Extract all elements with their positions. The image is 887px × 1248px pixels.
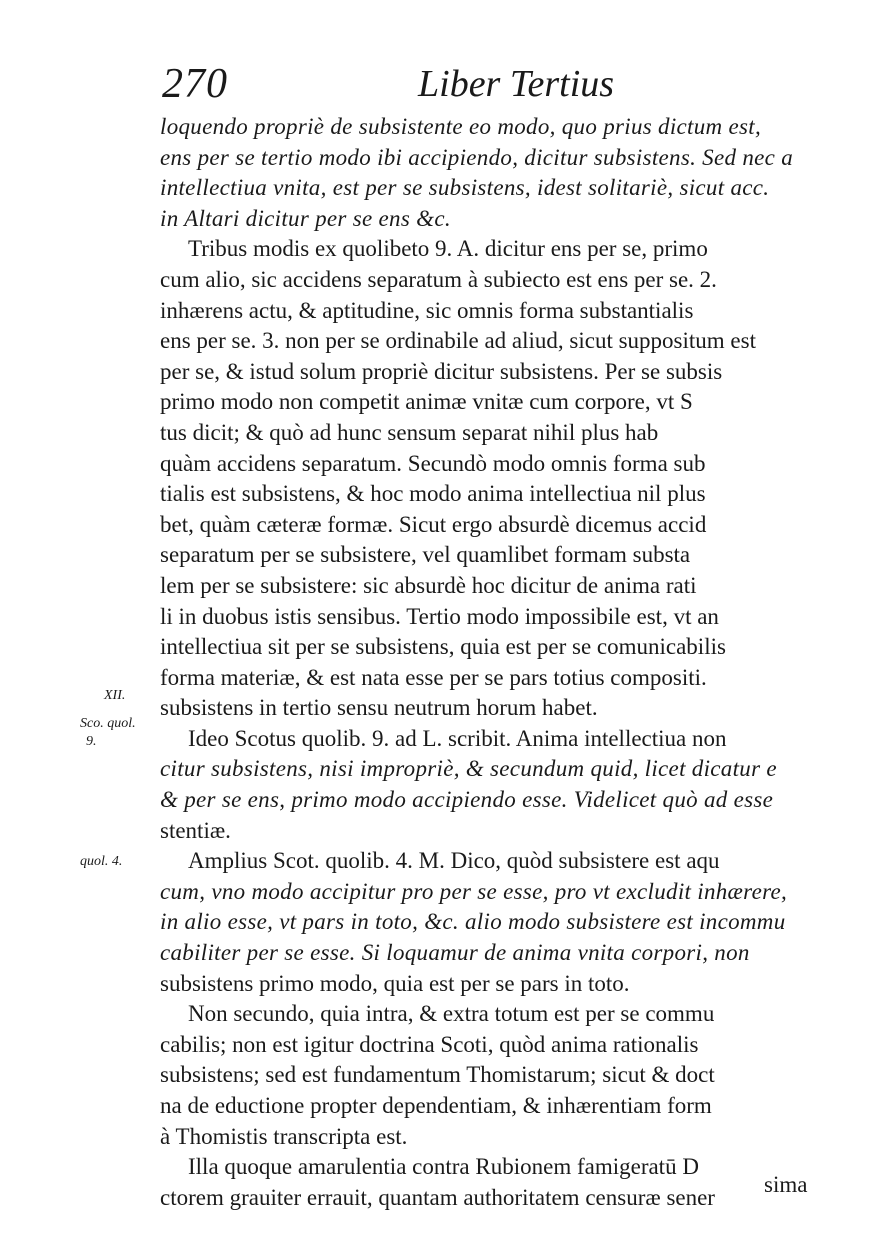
text-line: à Thomistis transcripta est. bbox=[160, 1123, 408, 1149]
text-line: inhærens actu, & aptitudine, sic omnis forma substantialis bbox=[160, 297, 694, 323]
text-line: Illa quoque amarulentia contra Rubionem famigeratū D bbox=[188, 1154, 699, 1180]
text-line: per se, & istud solum propriè dicitur subsistens. Per se subsis bbox=[160, 358, 723, 384]
text-line: stentiæ. bbox=[160, 817, 231, 843]
text-line: in Altari dicitur per se ens &c. bbox=[160, 205, 451, 231]
text-line: Amplius Scot. quolib. 4. M. Dico, quòd subsistere est aqu bbox=[188, 848, 720, 874]
text-line: subsistens primo modo, quia est per se pars in toto. bbox=[160, 970, 630, 996]
margin-note-reference-number: 9. bbox=[86, 734, 97, 749]
text-line: in alio esse, vt pars in toto, &c. alio modo subsistere est incommu bbox=[160, 909, 786, 935]
text-line: primo modo non competit animæ vnitæ cum corpore, vt S bbox=[160, 389, 693, 415]
text-line: & per se ens, primo modo accipiendo esse. Videlicet quò ad esse bbox=[160, 787, 774, 813]
text-line: ens per se tertio modo ibi accipiendo, dicitur subsistens. Sed nec a bbox=[160, 144, 793, 170]
text-line: bet, quàm cæteræ formæ. Sicut ergo absurdè dicemus accid bbox=[160, 511, 707, 537]
text-line: cum, vno modo accipitur pro per se esse, pro vt excludit inhærere, bbox=[160, 878, 788, 904]
margin-note-section: XII. bbox=[104, 688, 126, 703]
running-title: Liber Tertius bbox=[418, 63, 615, 105]
text-line: lem per se subsistere: sic absurdè hoc dicitur de anima rati bbox=[160, 572, 697, 598]
text-line: ctorem grauiter errauit, quantam authoritatem censuræ sener bbox=[160, 1184, 715, 1210]
body-text bbox=[160, 112, 820, 1213]
text-line: tus dicit; & quò ad hunc sensum separat nihil plus hab bbox=[160, 419, 659, 445]
page-number: 270 bbox=[162, 61, 228, 107]
text-line: intellectiua vnita, est per se subsistens, idest solitariè, sicut acc. bbox=[160, 175, 770, 201]
text-line: subsistens; sed est fundamentum Thomistarum; sicut & doct bbox=[160, 1062, 715, 1088]
catchword: sima bbox=[764, 1172, 808, 1197]
text-line: citur subsistens, nisi impropriè, & secundum quid, licet dicatur e bbox=[160, 756, 777, 782]
text-line: Non secundo, quia intra, & extra totum est per se commu bbox=[188, 1001, 715, 1027]
text-line: ens per se. 3. non per se ordinabile ad aliud, sicut suppositum est bbox=[160, 328, 756, 354]
text-line: cabiliter per se esse. Si loquamur de anima vnita corpori, non bbox=[160, 940, 750, 966]
text-line: cum alio, sic accidens separatum à subiecto est ens per se. 2. bbox=[160, 266, 717, 292]
text-line: cabilis; non est igitur doctrina Scoti, quòd anima rationalis bbox=[160, 1031, 699, 1057]
text-line: Ideo Scotus quolib. 9. ad L. scribit. Anima intellectiua non bbox=[188, 725, 727, 751]
text-line: forma materiæ, & est nata esse per se pars totius compositi. bbox=[160, 664, 707, 690]
text-line: separatum per se subsistere, vel quamlibet formam substa bbox=[160, 542, 691, 568]
text-line: loquendo propriè de subsistente eo modo, quo prius dictum est, bbox=[160, 114, 762, 139]
text-line: quàm accidens separatum. Secundò modo omnis forma sub bbox=[160, 450, 706, 476]
text-line: subsistens in tertio sensu neutrum horum habet. bbox=[160, 695, 598, 721]
text-line: na de eductione propter dependentiam, & inhærentiam form bbox=[160, 1093, 712, 1118]
text-line: intellectiua sit per se subsistens, quia est per se comunicabilis bbox=[160, 634, 726, 660]
text-line: Tribus modis ex quolibeto 9. A. dicitur ens per se, primo bbox=[188, 236, 708, 262]
text-line: li in duobus istis sensibus. Tertio modo impossibile est, vt an bbox=[160, 603, 719, 629]
text-line: tialis est subsistens, & hoc modo anima intellectiua nil plus bbox=[160, 481, 706, 507]
margin-note-reference: Sco. quol. bbox=[80, 716, 136, 731]
margin-note-quodlibet: quol. 4. bbox=[80, 854, 123, 869]
